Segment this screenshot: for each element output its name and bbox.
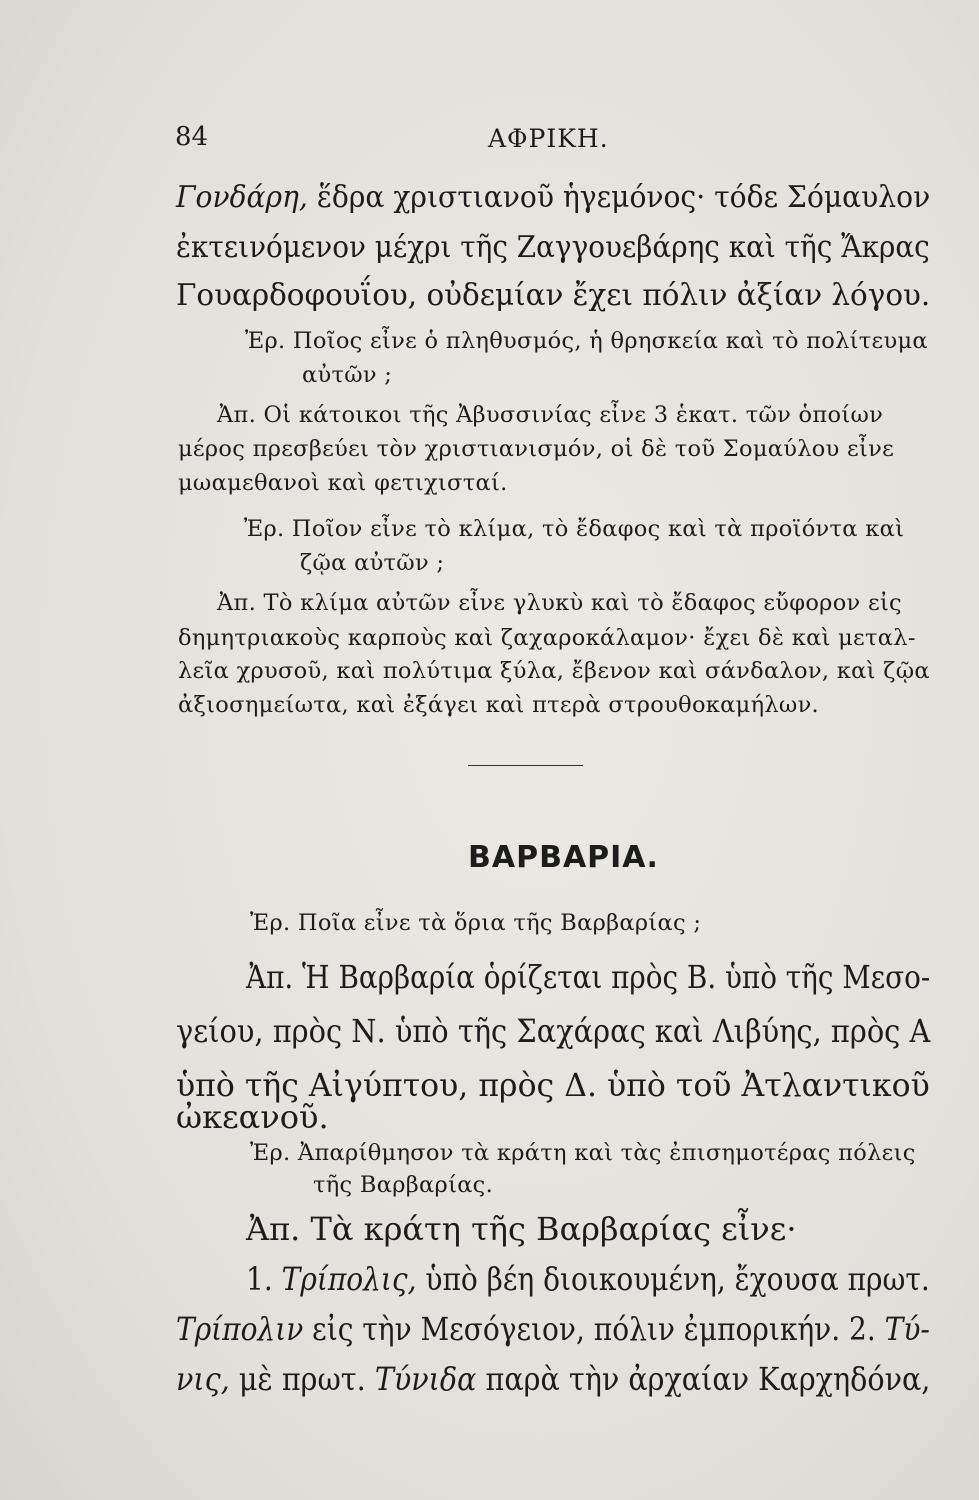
answer-line: μωαμεθανοὶ καὶ φετιχισταί. (178, 470, 508, 496)
running-title: ΑΦΡΙΚΗ. (488, 124, 609, 153)
answer-line: Ἀπ. Ἡ Βαρβαρία ὁρίζεται πρὸς Β. ὑπὸ τῆς Μεσο- (246, 958, 931, 996)
question-line: αὐτῶν ; (302, 362, 393, 388)
text-line: ἐκτεινόμενον μέχρι τῆς Ζαγγουεβάρης καὶ τῆς Ἄκρας (176, 230, 930, 265)
answer-line: ἀξιοσημείωτα, καὶ ἐξάγει καὶ πτερὰ στρουθοκαμήλων. (178, 692, 820, 718)
answer-line: ὑπὸ τῆς Αἰγύπτου, πρὸς Δ. ὑπὸ τοῦ Ἀτλαντικοῦ (176, 1066, 930, 1104)
place-name: Γονδάρη, (176, 180, 308, 215)
answer-line: δημητριακοὺς καρποὺς καὶ ζαχαροκάλαμον· ἔχει δὲ καὶ μεταλ- (178, 625, 916, 651)
page-number: 84 (175, 122, 209, 152)
list-item: νις, μὲ πρωτ. Τύνιδα παρὰ τὴν ἀρχαίαν Καρχηδόνα, (176, 1360, 931, 1398)
list-item: Τρίπολιν εἰς τὴν Μεσόγειον, πόλιν ἐμπορικήν. 2. Τύ- (176, 1310, 930, 1348)
place-name: Τρίπολιν (176, 1310, 304, 1348)
text-line: Γονδάρη, ἕδρα χριστιανοῦ ἡγεμόνος· τόδε Σόμαυλον (176, 180, 931, 215)
place-name: Τύ- (884, 1310, 930, 1348)
question-line: Ἐρ. Ποῖα εἶνε τὰ ὅρια τῆς Βαρβαρίας ; (250, 910, 702, 936)
section-divider (468, 765, 583, 766)
section-title: ΒΑΡΒΑΡΙΑ. (468, 840, 659, 875)
place-name: Τύνιδα (374, 1360, 477, 1398)
question-line: ζῷα αὐτῶν ; (300, 550, 445, 576)
answer-line: λεῖα χρυσοῦ, καὶ πολύτιμα ξύλα, ἔβενον καὶ σάνδαλον, καὶ ζῷα (178, 658, 930, 684)
answer-line: Ἀπ. Τὸ κλίμα αὐτῶν εἶνε γλυκὺ καὶ τὸ ἔδαφος εὔφορον εἰς (217, 590, 902, 616)
question-line: Ἐρ. Ποῖον εἶνε τὸ κλίμα, τὸ ἔδαφος καὶ τὰ προϊόντα καὶ (244, 516, 905, 542)
place-name: νις, (176, 1360, 230, 1398)
question-line: Ἐρ. Ἀπαρίθμησον τὰ κράτη καὶ τὰς ἐπισημοτέρας πόλεις (250, 1140, 916, 1166)
list-item: 1. Τρίπολις, ὑπὸ βέη διοικουμένη, ἔχουσα πρωτ. (246, 1260, 930, 1298)
question-line: τῆς Βαρβαρίας. (313, 1172, 494, 1198)
answer-line: μέρος πρεσβεύει τὸν χριστιανισμόν, οἱ δὲ τοῦ Σομαύλου εἶνε (178, 436, 895, 462)
answer-line: Ἀπ. Τὰ κράτη τῆς Βαρβαρίας εἶνε· (246, 1210, 797, 1248)
answer-line: Ἀπ. Οἱ κάτοικοι τῆς Ἀβυσσινίας εἶνε 3 ἑκατ. τῶν ὁποίων (217, 402, 884, 428)
answer-line: ὠκεανοῦ. (176, 1098, 329, 1136)
question-line: Ἐρ. Ποῖος εἶνε ὁ πληθυσμός, ἡ θρησκεία καὶ τὸ πολίτευμα (245, 328, 928, 354)
answer-line: γείου, πρὸς Ν. ὑπὸ τῆς Σαχάρας καὶ Λιβύης, πρὸς Α (176, 1012, 931, 1050)
text-line: Γουαρδοφουΐου, οὐδεμίαν ἔχει πόλιν ἀξίαν λόγου. (176, 278, 931, 313)
place-name: Τρίπολις, (281, 1260, 417, 1298)
